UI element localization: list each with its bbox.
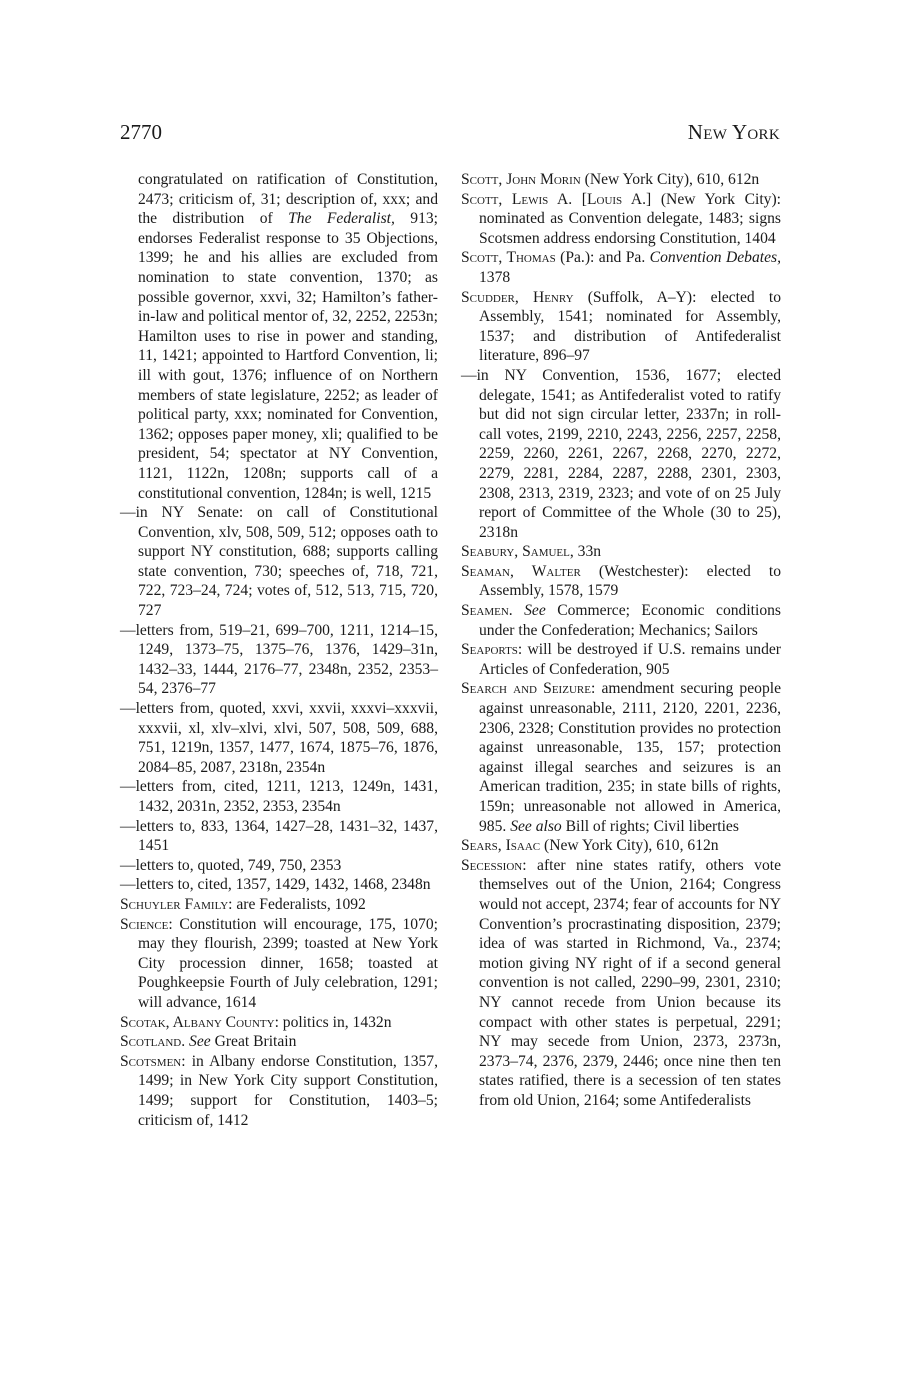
index-entry (120, 170, 438, 503)
index-italic-text: See also (510, 817, 562, 835)
index-text: congratulated on ratification of Constitution, 2473; criticism of, 31; description of, xxx; and the distribution of (138, 171, 438, 228)
index-text: —letters to, cited, 1357, 1429, 1432, 1468, 2348n (120, 876, 431, 894)
index-entry (120, 1052, 438, 1130)
index-subentry (120, 503, 438, 621)
index-headword: Scotak, Albany County (120, 1013, 275, 1031)
index-headword: Scotland (120, 1033, 182, 1051)
index-subentry (120, 856, 438, 876)
index-text: . (508, 602, 525, 620)
index-subentry (461, 366, 781, 542)
index-subentry (120, 777, 438, 816)
index-headword: Seabury, Samuel (461, 543, 570, 561)
index-entry (461, 640, 781, 679)
index-text: : in Albany endorse Constitution, 1357, 1499; in New York City support Constitution, 1499; support for Constitution, 1403–5; criticism of, 1412 (138, 1052, 438, 1129)
running-head (120, 120, 780, 152)
index-headword: Secession (461, 856, 523, 874)
index-column-right (461, 170, 781, 1111)
index-entry (120, 915, 438, 1013)
index-headword: Scott, Thomas (461, 249, 556, 267)
index-text: 913; endorses Federalist response to 35 Objections, 1399; he and his allies are excluded from nomination to state convention, 1370; as possible governor, xxvi, 32; Hamilton’s father-in-law and political mentor of, 32, 2252, 2253n; Hamilton uses to rise in power and standing, 11, 1421; appointed to Hartford Convention, li; ill with gout, 1376; influence of on Northern members of state legislature, 2252; as leader of political party, xxx; nominated for Convention, 1362; opposes paper money, xli; qualified to be president, 54; spectator at NY Convention, 1121, 1122n, 1208n; supports call of a constitutional convention, 1284n; is well, 1215 (138, 210, 438, 502)
index-text: 1378 (479, 268, 511, 286)
index-text: —in NY Convention, 1536, 1677; elected delegate, 1541; as Antifederalist voted to ratify but did not sign circular letter, 2337n; in roll-call votes, 2199, 2210, 2243, 2256, 2257, 2258, 2259, 2260, 2261, 2267, 2268, 2270, 2272, 2279, 2281, 2284, 2287, 2288, 2301, 2303, 2308, 2313, 2319, 2323; and vote of on 25 July report of Committee of the Whole (30 to 25), 2318n (461, 366, 781, 541)
index-headword: Scott, Lewis A. [Louis A.] (461, 190, 652, 208)
index-italic-text: See (189, 1033, 211, 1051)
index-subentry (120, 699, 438, 777)
index-headword: Science (120, 915, 169, 933)
index-text: : after nine states ratify, others vote themselves out of the Union, 2164; Congress would not accept, 2374; fear of accounts for NY Convention’s procrastinating disposition, 2379; idea of was started in Richmond, Va., 2374; motion giving NY right of if a second general convention is not called, 2290–99, 2301, 2310; NY cannot recede from Union because its compact with other states is perpetual, 2291; NY may secede from Union, 2373, 2373n, 2373–74, 2376, 2379, 2446; once nine then ten states ratified, there is a secession of ten states from old Union, 2164; some Antifederalists (479, 856, 781, 1109)
index-text: , 33n (569, 543, 602, 561)
index-headword: Seaman, Walter (461, 562, 581, 580)
index-text: (Pa.): and Pa. (555, 249, 650, 267)
index-text: : are Federalists, 1092 (228, 895, 366, 913)
index-text: (New York City): nominated as Convention delegate, 1483; signs Scotsmen address endorsing Constitution, 1404 (479, 190, 781, 247)
index-text: (Suffolk, A–Y): elected to Assembly, 1541; nominated for Assembly, 1537; and distribution of Antifederalist literature, 896–97 (479, 288, 781, 365)
index-text: —letters from, cited, 1211, 1213, 1249n, 1431, 1432, 2031n, 2352, 2353, 2354n (120, 778, 438, 815)
index-text: : politics in, 1432n (274, 1013, 392, 1031)
index-subentry (120, 875, 438, 895)
index-text: Commerce; Economic conditions under the Confederation; Mechanics; Sailors (479, 602, 782, 639)
index-italic-text: The Federalist, (288, 210, 395, 228)
index-text: —in NY Senate: on call of Constitutional Convention, xlv, 508, 509, 512; opposes oath to support NY constitution, 688; supports calling state convention, 730; speeches of, 718, 721, 722, 723–24, 724; votes of, 512, 513, 715, 720, 727 (120, 504, 438, 620)
index-text: —letters to, 833, 1364, 1427–28, 1431–32, 1437, 1451 (120, 817, 438, 855)
index-text: (New York City), 610, 612n (540, 837, 719, 855)
index-italic-text: Convention Debates, (649, 249, 781, 267)
index-entry (461, 542, 781, 562)
index-entry (461, 562, 781, 601)
index-text: (New York City), 610, 612n (580, 171, 760, 188)
index-text: . (181, 1033, 190, 1051)
index-entry (461, 679, 781, 836)
index-text: Bill of rights; Civil liberties (561, 817, 739, 835)
index-text: —letters to, quoted, 749, 750, 2353 (120, 856, 342, 874)
index-headword: Search and Seizure (461, 680, 591, 698)
index-text: : Constitution will encourage, 175, 1070; may they flourish, 2399; toasted at New York City procession dinner, 1658; toasted at Poughkeepsie Fourth of July celebration, 1291; will advance, 1614 (138, 915, 438, 1011)
index-text: —letters from, quoted, xxvi, xxvii, xxxvi–xxxvii, xxxvii, xl, xlv–xlvi, xlvi, 507, 508, 509, 688, 751, 1219n, 1357, 1477, 1674, 1875–76, 1876, 2084–85, 2087, 2318n, 2354n (120, 700, 438, 776)
index-entry (461, 836, 781, 856)
running-head-title: New York (687, 120, 780, 144)
index-headword: Scudder, Henry (461, 288, 574, 306)
index-text: (Westchester): elected to Assembly, 1578, 1579 (479, 562, 781, 600)
index-headword: Sears, Isaac (461, 837, 541, 855)
index-subentry (120, 817, 438, 856)
index-text: : will be destroyed if U.S. remains under Articles of Confederation, 905 (479, 641, 781, 678)
index-entry (461, 288, 781, 366)
index-entry (461, 170, 781, 190)
index-headword: Scotsmen (120, 1052, 182, 1070)
index-headword: Seamen (461, 602, 509, 620)
index-headword: Scott, John Morin (461, 171, 581, 188)
index-entry (120, 1013, 438, 1033)
index-text: : amendment securing people against unreasonable, 2111, 2120, 2201, 2236, 2306, 2328; Constitution provides no protection against unreasonable, 135, 157; protection against illegal searches and seizures is an American tradition, 235; in state bills of rights, 159n; unreasonable not allowed in America, 985. (479, 680, 782, 835)
index-headword: Seaports (461, 641, 518, 659)
index-headword: Schuyler Family (120, 895, 229, 913)
index-text: —letters from, 519–21, 699–700, 1211, 1214–15, 1249, 1373–75, 1375–76, 1376, 1429–31n, 1432–33, 1444, 2176–77, 2348n, 2352, 2353–54, 2376–77 (120, 621, 438, 698)
index-subentry (120, 621, 438, 699)
index-column-left (120, 170, 438, 1130)
index-entry (120, 895, 438, 915)
page-number: 2770 (120, 120, 162, 144)
index-entry (120, 1032, 438, 1052)
index-entry (461, 856, 781, 1111)
index-entry (461, 248, 781, 287)
index-text: Great Britain (210, 1033, 297, 1051)
index-entry (461, 601, 781, 640)
index-italic-text: See (524, 602, 546, 620)
index-entry (461, 190, 781, 249)
